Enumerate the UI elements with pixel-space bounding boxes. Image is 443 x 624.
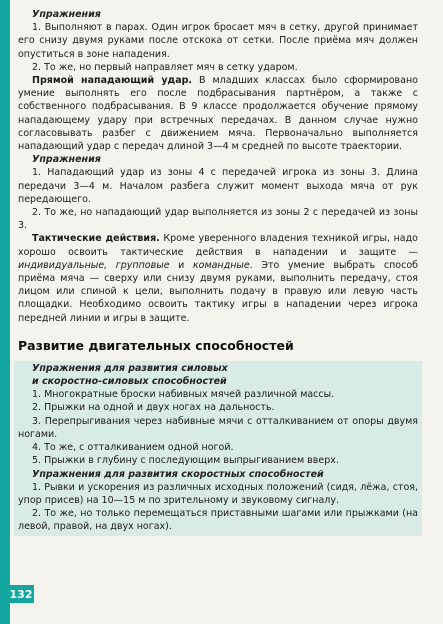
strength-exercises-block: [14, 361, 422, 536]
page-number: 132: [8, 585, 34, 603]
strength-item-2: 2. Прыжки на одной и двух ногах на дальность.: [32, 402, 275, 414]
tactics-text-3: . Это умение выбрать способ приёма мяча — сверху или снизу двумя руками, выполнить передачу, стоя лицом или спиной к цели, выполнить подачу в правую или левую часть площадки. Необходимо освоить тактику игры в нападении через игрока передней линии и игры в защите.: [18, 259, 418, 324]
tactics-italic-1: индивидуальные, групповые: [18, 259, 170, 271]
strength-item-1: 1. Многократные броски набивных мячей различной массы.: [32, 389, 335, 401]
page-content: [18, 8, 418, 536]
margin-stripe: [0, 0, 10, 624]
exercise-2: 2. То же, но первый направляет мяч в сетку ударом.: [32, 61, 298, 73]
section-heading: Развитие двигательных способностей: [18, 337, 294, 353]
strength-item-5: 5. Прыжки в глубину с последующим выпрыгиванием вверх.: [32, 455, 339, 467]
exercises-subheading-2: Упражнения: [32, 154, 101, 166]
strength-subheading-line1: Упражнения для развития силовых: [32, 362, 228, 374]
tactics-term: Тактические действия.: [32, 233, 160, 245]
attack-term: Прямой нападающий удар.: [32, 75, 193, 87]
exercise-1: 1. Выполняют в парах. Один игрок бросает мяч в сетку, другой принимает его снизу двумя руками после отскока от сетки. После приёма мяч должен опуститься в зоне нападения.: [18, 22, 418, 60]
strength-item-3: 3. Перепрыгивания через набивные мячи с отталкиванием от опоры двумя ногами.: [18, 415, 418, 440]
speed-subheading: Упражнения для развития скоростных способностей: [32, 468, 324, 480]
attack-paragraph: [18, 74, 418, 153]
tactics-text-2: и: [169, 259, 193, 271]
strength-item-4: 4. То же, с отталкиванием одной ногой.: [32, 442, 234, 454]
speed-item-1: 1. Рывки и ускорения из различных исходных положений (сидя, лёжа, стоя, упор присев) на 10—15 м по зрительному и звуковому сигналу.: [18, 481, 418, 506]
exercises-subheading-1: Упражнения: [32, 9, 101, 20]
tactics-paragraph: [18, 232, 418, 324]
attack-text: В младших классах было сформировано умение выполнять его после подбрасывания партнёром, а также с собственного подбрасывания. В 9 классе продолжается обучение прямому нападающему удару при встречных передачах. В данном случае нужно согласовывать разбег с движением мяча. Первоначально выполняется нападающий удар с передач длиной 3—4 м средней по высоте траектории.: [18, 75, 418, 153]
speed-item-2: 2. То же, но только перемещаться приставными шагами или прыжками (на левой, правой, на двух ногах).: [18, 508, 418, 533]
tactics-text-1: Кроме уверенного владения техникой игры, надо хорошо освоить тактические действия в нападении и защите —: [18, 233, 418, 258]
strength-subheading-line2: и скоростно-силовых способностей: [32, 376, 227, 388]
tactics-italic-2: командные: [192, 259, 250, 271]
attack-exercise-2: 2. То же, но нападающий удар выполняется из зоны 2 с передачей из зоны 3.: [18, 207, 418, 232]
attack-exercise-1: 1. Нападающий удар из зоны 4 с передачей игрока из зоны 3. Длина передачи 3—4 м. Началом разбега служит момент выхода мяча от рук передающего.: [18, 167, 418, 205]
